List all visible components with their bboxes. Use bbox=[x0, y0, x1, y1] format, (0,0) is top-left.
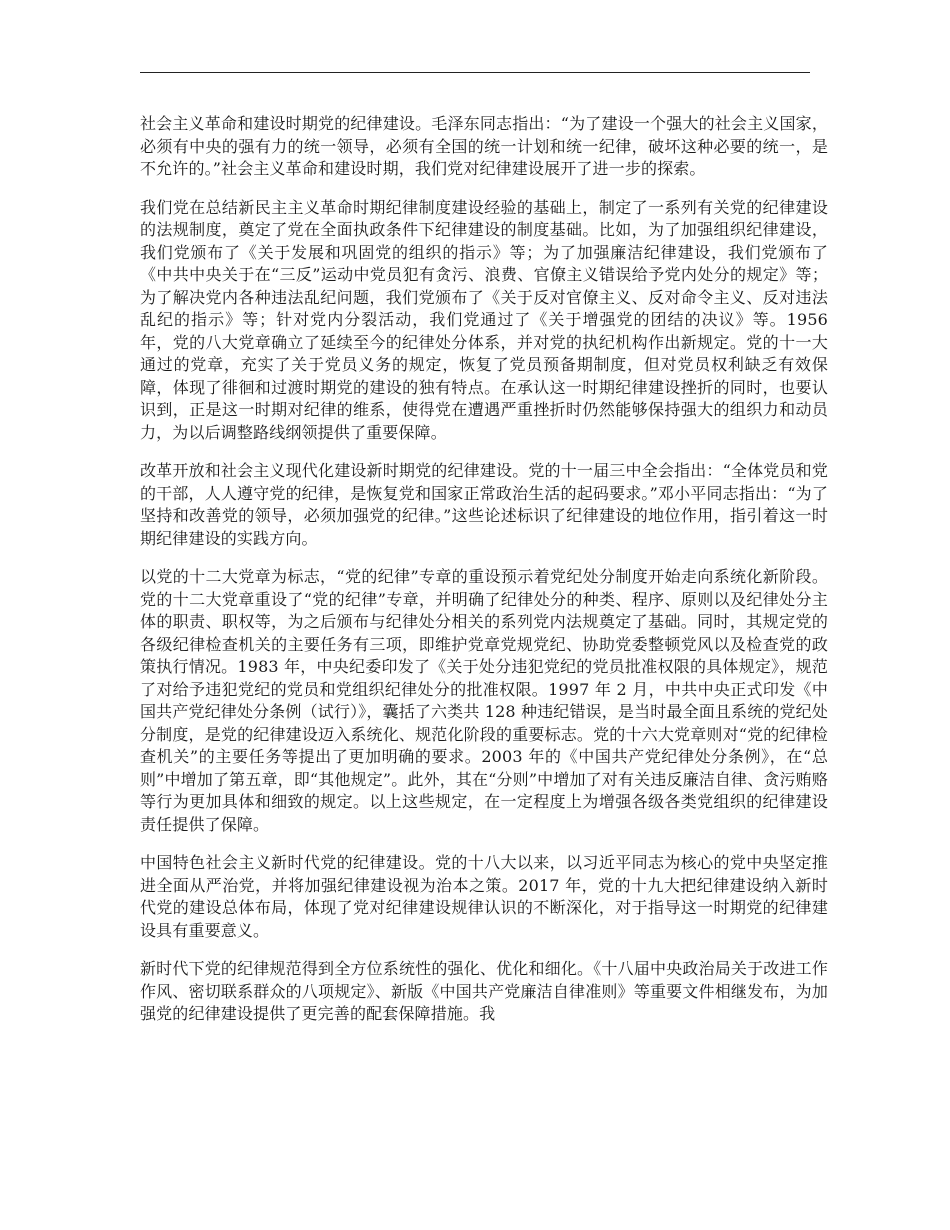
paragraph-1: 社会主义革命和建设时期党的纪律建设。毛泽东同志指出：“为了建设一个强大的社会主义国家，必须有中央的强有力的统一领导，必须有全国的统一计划和统一纪律，破坏这种必要的统一，是不允许的。”社会主义革命和建设时期，我们党对纪律建设展开了进一步的探索。 bbox=[140, 114, 828, 178]
paragraph-4: 以党的十二大党章为标志，“党的纪律”专章的重设预示着党纪处分制度开始走向系统化新阶段。党的十二大党章重设了“党的纪律”专章，并明确了纪律处分的种类、程序、原则以及纪律处分主体的职责、职权等，为之后颁布与纪律处分相关的系列党内法规奠定了基础。同时，其规定党的各级纪律检查机关的主要任务有三项，即维护党章党规党纪、协助党委整顿党风以及检查党的政策执行情况。1983 年，中央纪委印发了《关于处分违犯党纪的党员批准权限的具体规定》，规范了对给予违犯党纪的党员和党组织纪律处分的批准权限。1997 年 2 月，中共中央正式印发《中国共产党纪律处分条例（试行）》，囊括了六类共 128 种违纪错误，是当时最全面且系统的党纪处分制度，是党的纪律建设迈入系统化、规范化阶段的重要标志。党的十六大党章则对“党的纪律检查机关”的主要任务等提出了更加明确的要求。2003 年的《中国共产党纪律处分条例》，在“总则”中增加了第五章，即“其他规定”。此外，其在“分则”中增加了对有关违反廉洁自律、贪污贿赂等行为更加具体和细致的规定。以上这些规定，在一定程度上为增强各级各类党组织的纪律建设责任提供了保障。 bbox=[140, 567, 828, 834]
paragraph-5: 中国特色社会主义新时代党的纪律建设。党的十八大以来，以习近平同志为核心的党中央坚定推进全面从严治党，并将加强纪律建设视为治本之策。2017 年，党的十九大把纪律建设纳入新时代党的建设总体布局，体现了党对纪律建设规律认识的不断深化，对于指导这一时期党的纪律建设具有重要意义。 bbox=[140, 853, 828, 940]
paragraph-6: 新时代下党的纪律规范得到全方位系统性的强化、优化和细化。《十八届中央政治局关于改进工作作风、密切联系群众的八项规定》、新版《中国共产党廉洁自律准则》等重要文件相继发布，为加强党的纪律建设提供了更完善的配套保障措施。我 bbox=[140, 959, 828, 1023]
document-body bbox=[140, 113, 828, 1042]
paragraph-3: 改革开放和社会主义现代化建设新时期党的纪律建设。党的十一届三中全会指出：“全体党员和党的干部，人人遵守党的纪律，是恢复党和国家正常政治生活的起码要求。”邓小平同志指出：“为了坚持和改善党的领导，必须加强党的纪律。”这些论述标识了纪律建设的地位作用，指引着这一时期纪律建设的实践方向。 bbox=[140, 461, 828, 548]
paragraph-2: 我们党在总结新民主主义革命时期纪律制度建设经验的基础上，制定了一系列有关党的纪律建设的法规制度，奠定了党在全面执政条件下纪律建设的制度基础。比如，为了加强组织纪律建设，我们党颁布了《关于发展和巩固党的组织的指示》等；为了加强廉洁纪律建设，我们党颁布了《中共中央关于在“三反”运动中党员犯有贪污、浪费、官僚主义错误给予党内处分的规定》等；为了解决党内各种违法乱纪问题，我们党颁布了《关于反对官僚主义、反对命令主义、反对违法乱纪的指示》等；针对党内分裂活动，我们党通过了《关于增强党的团结的决议》等。1956 年，党的八大党章确立了延续至今的纪律处分体系，并对党的执纪机构作出新规定。党的十一大通过的党章，充实了关于党员义务的规定，恢复了党员预备期制度，但对党员权利缺乏有效保障，体现了徘徊和过渡时期党的建设的独有特点。在承认这一时期纪律建设挫折的同时，也要认识到，正是这一时期对纪律的维系，使得党在遭遇严重挫折时仍然能够保持强大的组织力和动员力，为以后调整路线纲领提供了重要保障。 bbox=[140, 197, 828, 442]
header-rule bbox=[140, 72, 810, 73]
